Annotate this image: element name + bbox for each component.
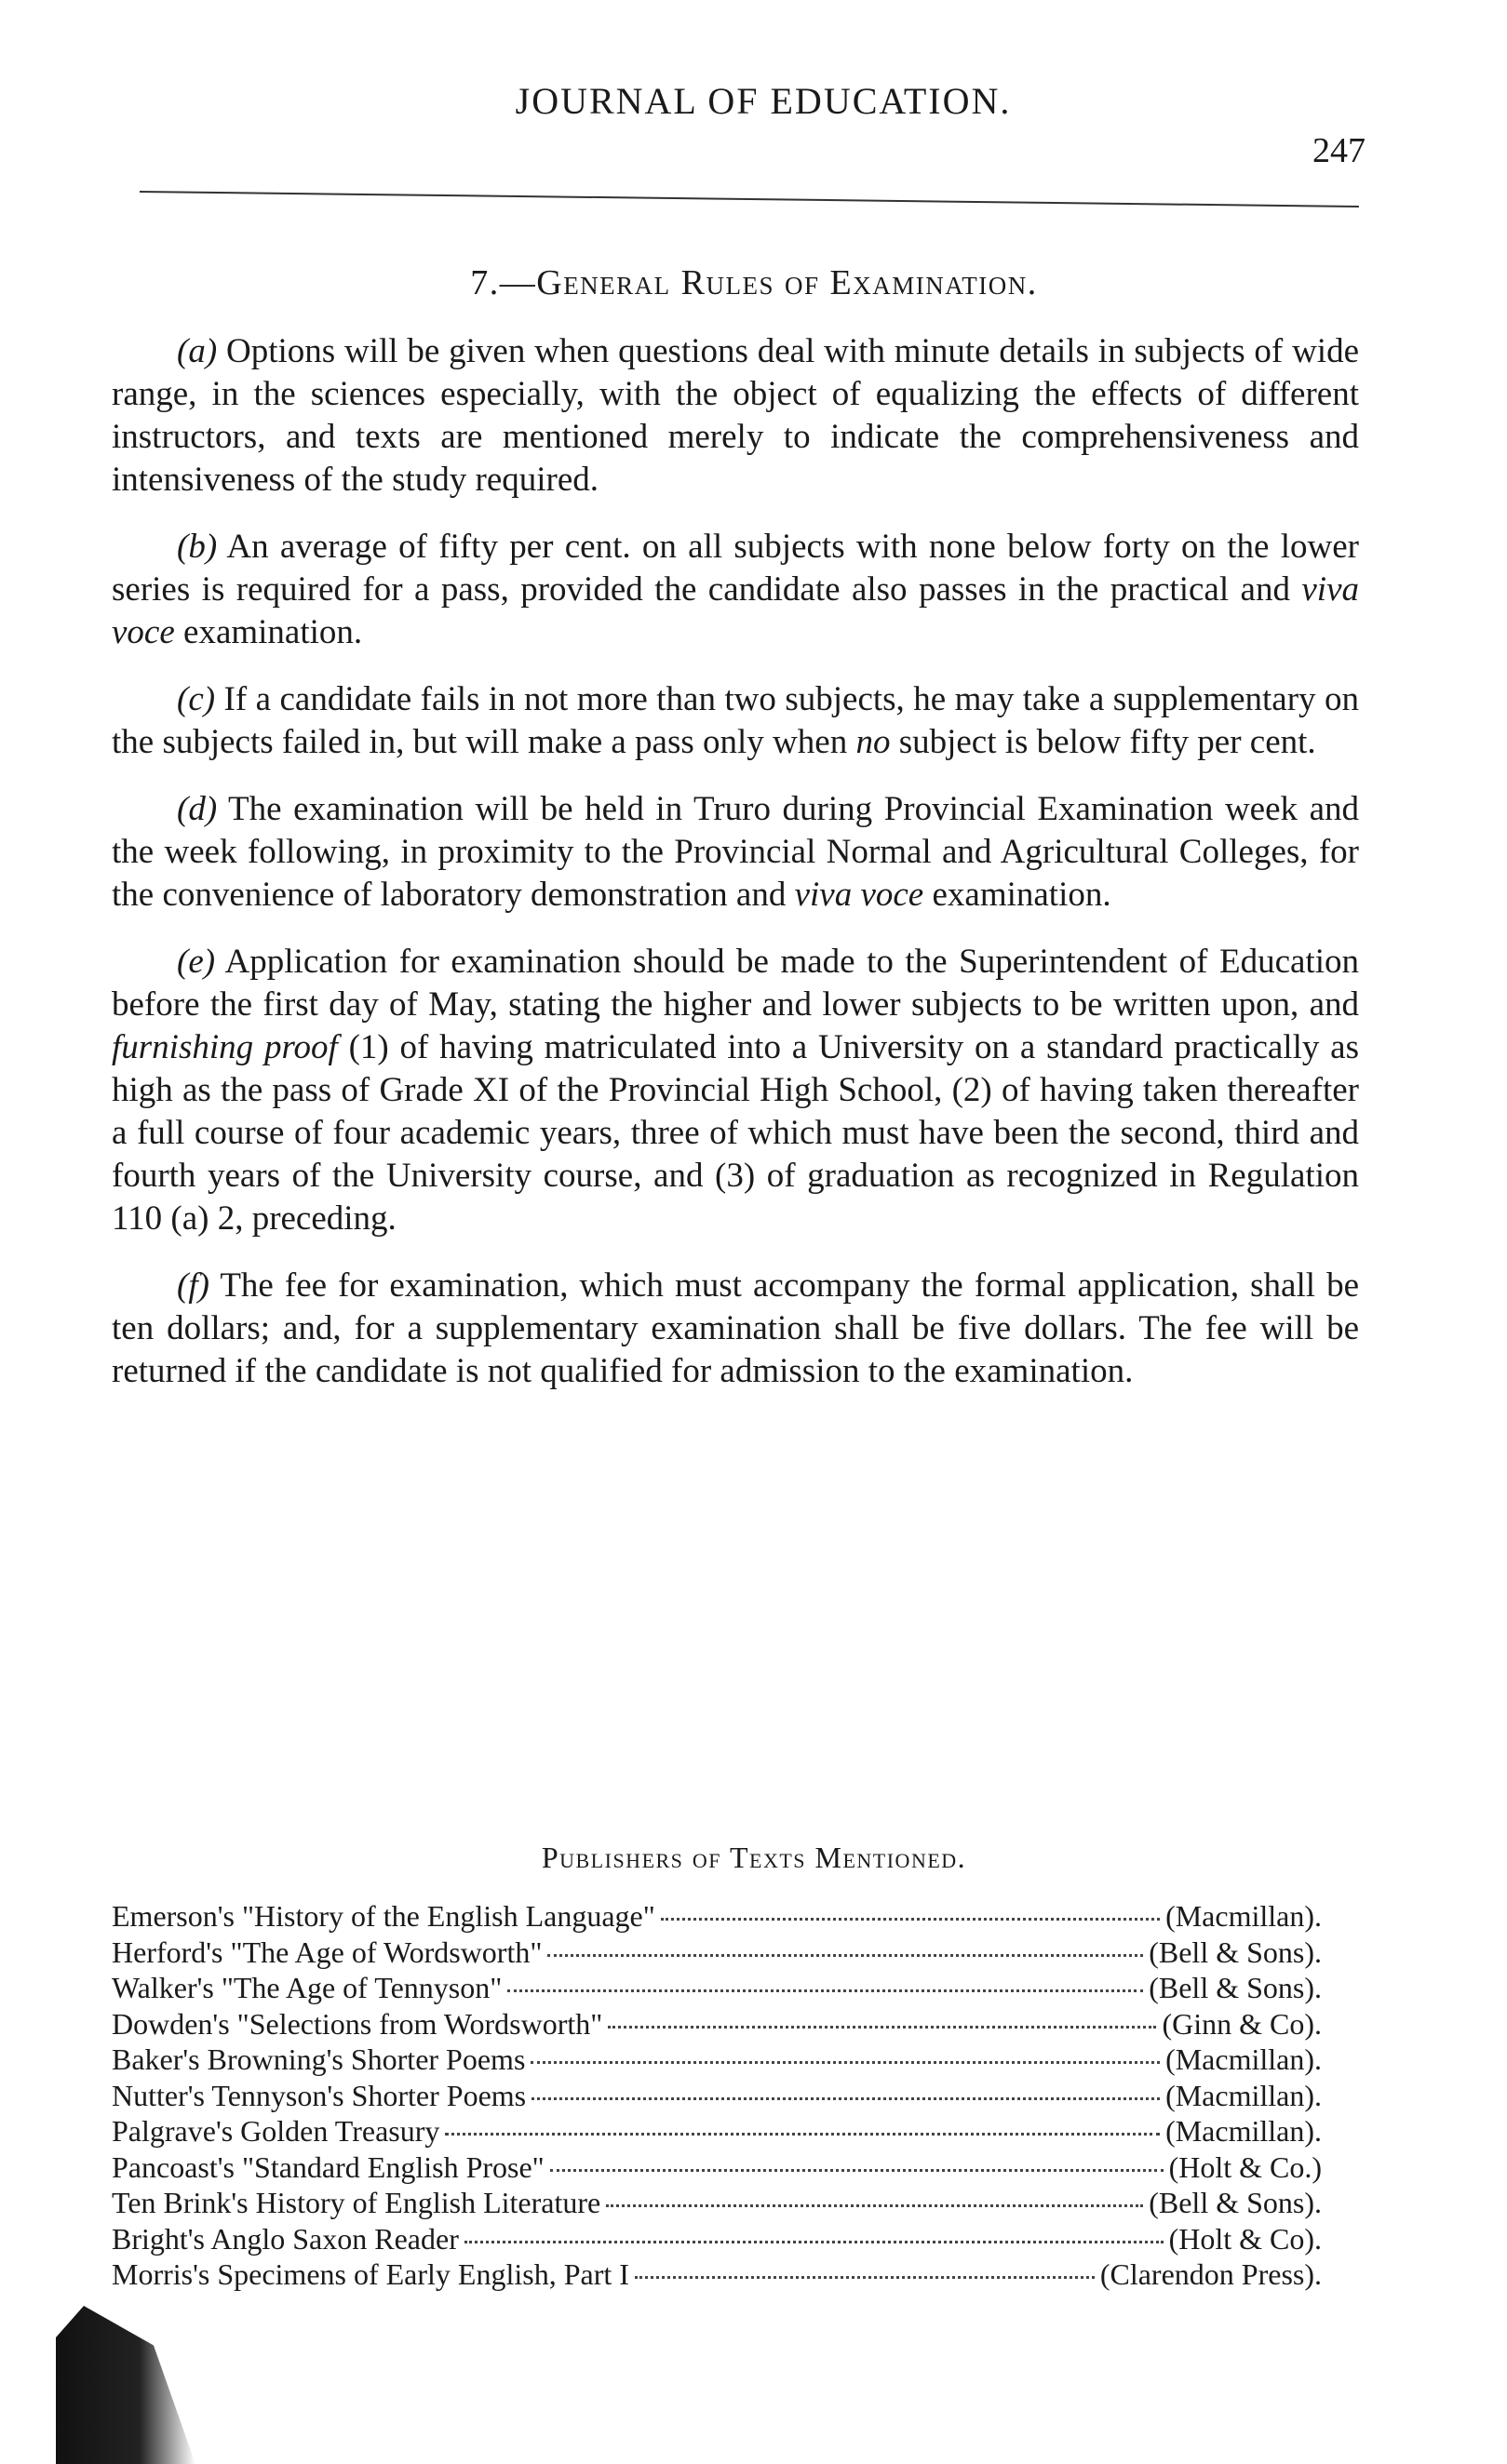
- rule-paragraph-e: [112, 941, 1359, 1240]
- publisher-name: (Macmillan).: [1165, 2042, 1322, 2076]
- dot-leader: [608, 2026, 1156, 2029]
- dot-leader: [464, 2241, 1164, 2243]
- list-item: [112, 1898, 1322, 1935]
- list-item: [112, 2256, 1322, 2293]
- rule-paragraph-f: [112, 1265, 1359, 1393]
- list-item: [112, 2078, 1322, 2114]
- book-title: Pancoast's "Standard English Prose": [112, 2149, 545, 2184]
- book-title: Baker's Browning's Shorter Poems: [112, 2042, 526, 2076]
- book-title: Herford's "The Age of Wordsworth": [112, 1935, 543, 1969]
- list-item: [112, 2149, 1322, 2186]
- page-number: 247: [1312, 131, 1366, 170]
- rule-paragraph-c: [112, 678, 1359, 764]
- rules-body: [112, 330, 1359, 1417]
- publisher-name: (Macmillan).: [1165, 1899, 1322, 1933]
- publishers-list: [112, 1898, 1322, 2293]
- rule-label: (e): [177, 943, 216, 981]
- publishers-heading: Publishers of Texts Mentioned.: [541, 1841, 967, 1874]
- rule-paragraph-b: [112, 526, 1359, 654]
- rule-text: Application for examination should be made to the Superintendent of Education before the first day of May, stating the higher and lower subjects to be written upon, and: [112, 943, 1359, 1024]
- rule-emphasis: no: [855, 723, 891, 761]
- dot-leader: [606, 2204, 1143, 2207]
- book-title: Walker's "The Age of Tennyson": [112, 1971, 503, 2004]
- rule-paragraph-d: [112, 788, 1359, 917]
- book-title: Ten Brink's History of English Literature: [112, 2186, 601, 2219]
- rule-text: Options will be given when questions deal with minute details in subjects of wide range, in the sciences especially, with the object of equalizing the effects of different instructors, and texts are mentioned merely to indicate the comprehensiveness and intensiveness of the study required.: [112, 332, 1359, 499]
- dot-leader: [661, 1918, 1160, 1921]
- dot-leader: [550, 2169, 1164, 2172]
- publisher-name: (Macmillan).: [1165, 2078, 1322, 2112]
- publisher-name: (Clarendon Press).: [1099, 2257, 1322, 2291]
- rule-text: The fee for examination, which must accompany the formal application, shall be ten dollars; and, for a supplementary examination shall be five dollars. The fee will be returned if the candidate is not qualified for admission to the examination.: [112, 1266, 1359, 1390]
- list-item: [112, 2042, 1322, 2078]
- running-head: JOURNAL OF EDUCATION.: [515, 80, 1012, 122]
- book-title: Palgrave's Golden Treasury: [112, 2114, 440, 2148]
- book-title: Morris's Specimens of Early English, Part I: [112, 2257, 629, 2291]
- publisher-name: (Holt & Co).: [1168, 2221, 1322, 2256]
- dot-leader: [531, 2097, 1160, 2100]
- publisher-name: (Macmillan).: [1165, 2114, 1322, 2148]
- dot-leader: [445, 2133, 1160, 2136]
- rule-paragraph-a: [112, 330, 1359, 502]
- list-item: [112, 1935, 1322, 1971]
- dot-leader: [635, 2276, 1095, 2279]
- dot-leader: [531, 2061, 1160, 2064]
- dot-leader: [507, 1989, 1143, 1992]
- rule-text: An average of fifty per cent. on all subjects with none below forty on the lower series is required for a pass, provided the candidate also passes in the practical and: [112, 528, 1359, 609]
- publisher-name: (Ginn & Co).: [1162, 2006, 1322, 2041]
- rule-emphasis: furnishing proof: [112, 1028, 338, 1066]
- rule-text: subject is below fifty per cent.: [890, 723, 1316, 761]
- publisher-name: (Holt & Co.): [1168, 2149, 1322, 2184]
- book-title: Dowden's "Selections from Wordsworth": [112, 2006, 603, 2041]
- rule-emphasis: viva voce: [794, 876, 924, 914]
- rule-text: examination.: [923, 876, 1111, 914]
- scan-shadow-artifact: [56, 2306, 195, 2464]
- publisher-name: (Bell & Sons).: [1149, 1935, 1322, 1969]
- rule-label: (a): [177, 332, 218, 370]
- list-item: [112, 2113, 1322, 2149]
- rule-text: examination.: [174, 613, 363, 651]
- publisher-name: (Bell & Sons).: [1149, 1971, 1322, 2004]
- rule-label: (c): [177, 680, 216, 718]
- rule-emphasis: viva voce: [112, 570, 1359, 651]
- list-item: [112, 2185, 1322, 2221]
- rule-text: (1) of having matriculated into a University on a standard practically as high as the pass of Grade XI of the Provincial High School, (2) of having taken thereafter a full course of four academic years, three of which must have been the second, third and fourth years of the University course, and (3) of graduation as recognized in Regulation 110 (a) 2, preceding.: [112, 1028, 1359, 1238]
- rule-text: If a candidate fails in not more than two subjects, he may take a supplementary on the subjects failed in, but will make a pass only when: [112, 680, 1359, 761]
- section-title: 7.—General Rules of Examination.: [470, 263, 1038, 302]
- list-item: [112, 2006, 1322, 2042]
- dot-leader: [547, 1954, 1143, 1957]
- publisher-name: (Bell & Sons).: [1149, 2186, 1322, 2219]
- list-item: [112, 2221, 1322, 2257]
- rule-label: (b): [177, 528, 218, 566]
- rule-label: (d): [177, 790, 218, 828]
- book-title: Nutter's Tennyson's Shorter Poems: [112, 2078, 527, 2112]
- header-rule: [140, 191, 1359, 208]
- list-item: [112, 1970, 1322, 2006]
- rule-label: (f): [177, 1266, 209, 1305]
- book-title: Emerson's "History of the English Language": [112, 1899, 655, 1933]
- book-title: Bright's Anglo Saxon Reader: [112, 2221, 459, 2256]
- rule-text: The examination will be held in Truro during Provincial Examination week and the week following, in proximity to the Provincial Normal and Agricultural Colleges, for the convenience of laboratory demonstration and: [112, 790, 1359, 914]
